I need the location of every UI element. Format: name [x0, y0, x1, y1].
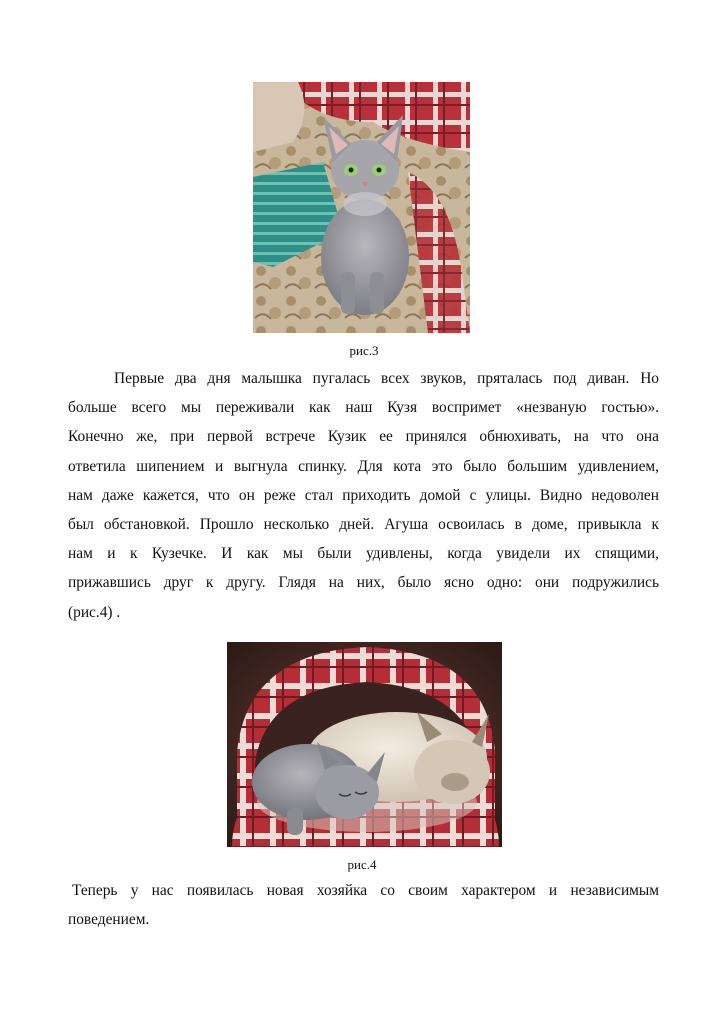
paragraph-line: ответила шипением и выгнула спинку. Для кота это было большим удивлением,	[68, 457, 659, 475]
paragraph-text	[68, 876, 659, 934]
paragraph-line: нам даже кажется, что он реже стал приходить домой с улицы. Видно недоволен	[68, 486, 659, 504]
paragraph-line: (рис.4) .	[68, 603, 121, 621]
paragraph-text	[68, 364, 659, 627]
kitten-photo	[253, 82, 470, 333]
paragraph-line: больше всего мы переживали как наш Кузя воспримет «незваную гостью».	[68, 399, 659, 417]
sleeping-cats-photo	[227, 642, 502, 847]
paragraph-line: Конечно же, при первой встрече Кузик ее принялся обнюхивать, на что она	[68, 428, 659, 446]
figure-3-caption: рис.3	[349, 343, 379, 358]
paragraph-line: поведением.	[68, 911, 150, 929]
paragraph-line: Теперь у нас появилась новая хозяйка со своим характером и независимым	[72, 882, 659, 899]
paragraph-line: нам и к Кузечке. И как мы были удивлены, когда увидели их спящими,	[68, 545, 659, 563]
paragraph-line: был обстановкой. Прошло несколько дней. Агуша освоилась в доме, привыкла к	[68, 515, 659, 533]
paragraph-line: прижавшись друг к другу. Глядя на них, было ясно одно: они подружились	[68, 574, 659, 592]
figure-4-caption: рис.4	[347, 857, 377, 872]
paragraph-line: Первые два дня малышка пугалась всех звуков, пряталась под диван. Но	[114, 370, 659, 387]
